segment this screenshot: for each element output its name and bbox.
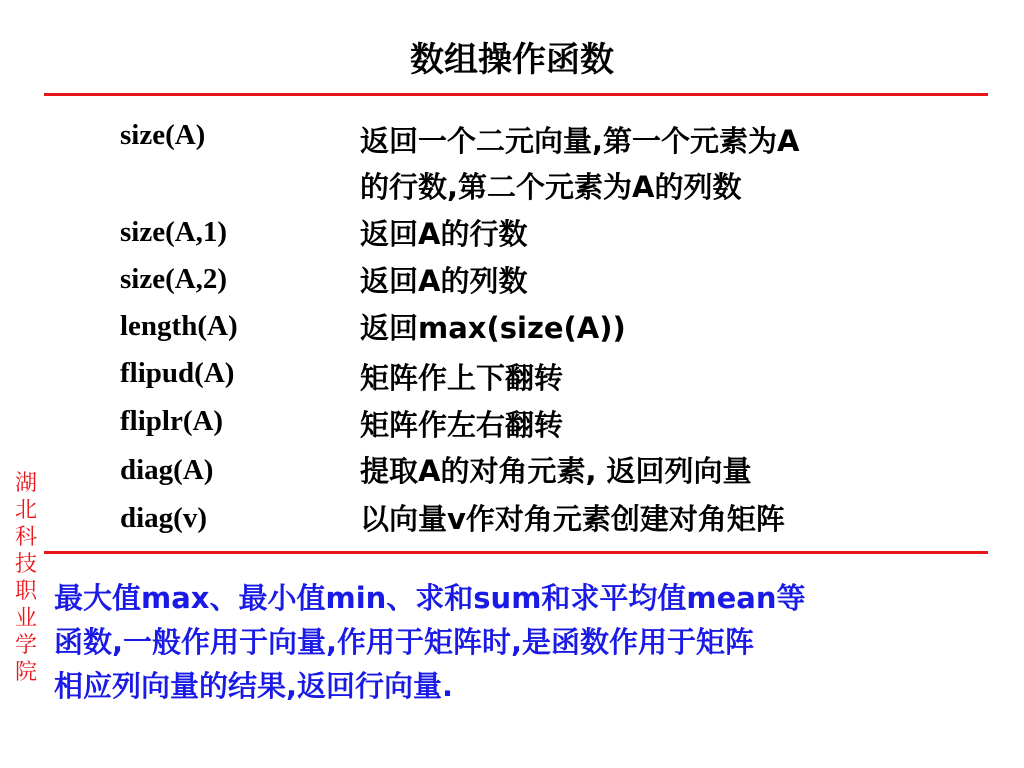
function-description-size <box>360 118 799 210</box>
function-name-size-2: size(A,2) <box>120 263 228 295</box>
slide-title: 数组操作函数 <box>410 40 614 80</box>
bottom-divider <box>44 551 988 554</box>
note-line: 最大值max、最小值min、求和sum和求平均值mean等 <box>54 581 806 615</box>
function-description-flipud: 矩阵作上下翻转 <box>360 361 564 395</box>
function-description-diag-a: 提取A的对角元素, 返回列向量 <box>360 454 752 488</box>
note-line: 相应列向量的结果,返回行向量. <box>54 669 454 703</box>
function-name-size-1: size(A,1) <box>120 216 228 248</box>
function-description-size-2: 返回A的列数 <box>360 264 528 298</box>
function-description-size-1: 返回A的行数 <box>360 217 528 251</box>
function-name-diag-v: diag(v) <box>120 502 207 534</box>
description-line: 的行数,第二个元素为A的列数 <box>360 170 742 204</box>
function-name-flipud: flipud(A) <box>120 357 235 389</box>
summary-note <box>54 576 1004 708</box>
function-name-size: size(A) <box>120 119 206 151</box>
top-divider <box>44 93 988 96</box>
note-line: 函数,一般作用于向量,作用于矩阵时,是函数作用于矩阵 <box>54 625 755 659</box>
side-organization-label: 湖北科技职业学院 <box>14 471 37 685</box>
description-line: 返回一个二元向量,第一个元素为A <box>360 124 800 158</box>
function-description-diag-v: 以向量v作对角元素创建对角矩阵 <box>360 502 785 536</box>
function-name-fliplr: fliplr(A) <box>120 405 224 437</box>
function-description-fliplr: 矩阵作左右翻转 <box>360 408 564 442</box>
function-description-length: 返回max(size(A)) <box>360 311 626 345</box>
function-name-length: length(A) <box>120 310 238 342</box>
function-name-diag-a: diag(A) <box>120 454 214 486</box>
